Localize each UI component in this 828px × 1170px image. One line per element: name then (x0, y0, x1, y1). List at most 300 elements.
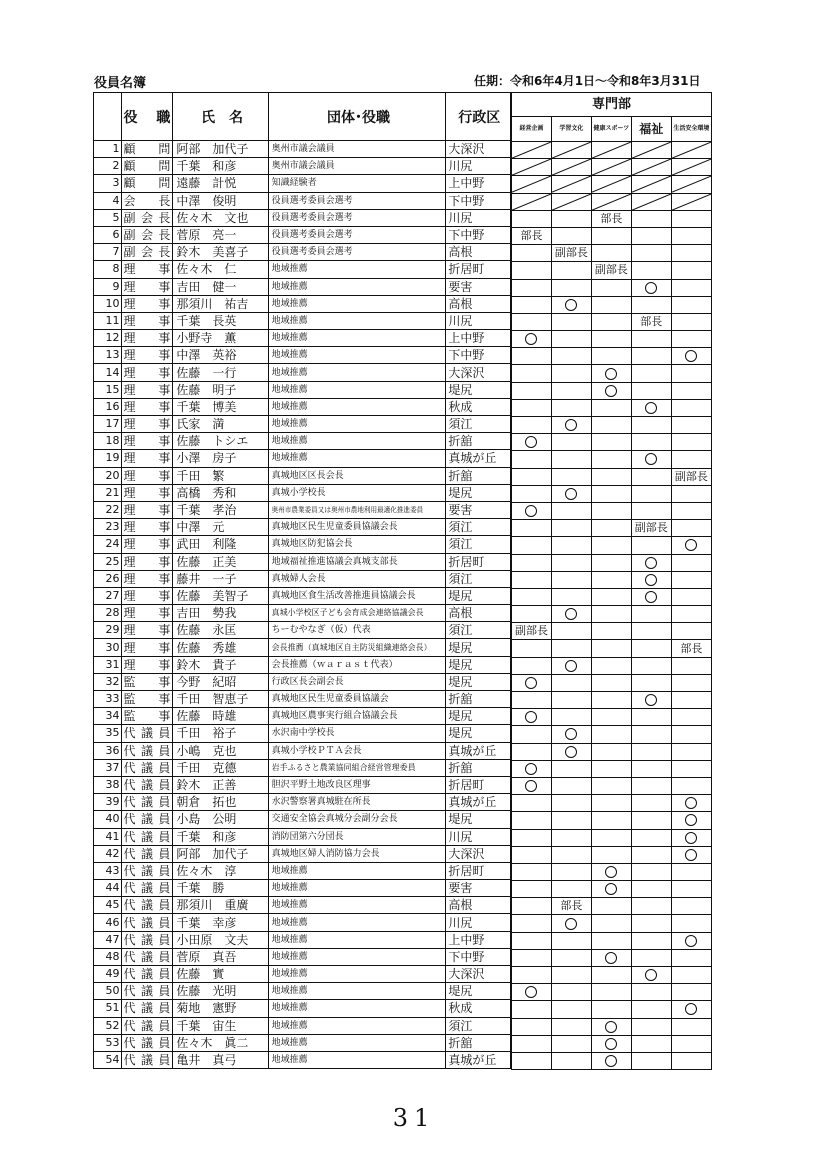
committee-cell (591, 1018, 631, 1035)
committee-cell (591, 863, 631, 880)
table-row (94, 347, 511, 364)
committee-row (512, 588, 712, 605)
row-name: 阿部 加代子 (173, 845, 268, 862)
committee-cell (591, 812, 631, 829)
committee-cell (551, 348, 591, 365)
committee-cell (631, 468, 671, 485)
table-row (94, 656, 511, 673)
committee-cell (671, 554, 711, 571)
table-row (94, 1051, 511, 1068)
row-district: 上中野 (446, 931, 511, 948)
committee-cell (512, 537, 552, 554)
committee-cell (551, 434, 591, 451)
committee-cell (512, 331, 552, 348)
committee-row (512, 743, 712, 760)
committee-cell (591, 554, 631, 571)
row-role: 理 事 (121, 364, 173, 381)
row-name: 佐々木 淳 (173, 862, 268, 879)
row-number: 27 (94, 587, 122, 604)
row-role: 理 事 (121, 330, 173, 347)
committee-cell (551, 692, 591, 709)
row-name: 那須川 祐吉 (173, 295, 268, 312)
committee-cell (631, 863, 671, 880)
committee-cell (631, 520, 671, 537)
committee-cell (671, 1052, 711, 1069)
row-organization: 役員選考委員会選考 (268, 244, 446, 261)
not-applicable-slash-icon (512, 159, 551, 175)
row-district: 折舘 (446, 759, 511, 776)
committee-cell (671, 898, 711, 915)
committee-cell (671, 588, 711, 605)
row-organization: 地域推薦 (268, 1034, 446, 1051)
committee-cell (591, 348, 631, 365)
row-number: 7 (94, 244, 122, 261)
committee-cell (591, 623, 631, 640)
table-row (94, 1000, 511, 1017)
committee-cell (512, 1018, 552, 1035)
committee-cell (512, 417, 552, 434)
table-row (94, 931, 511, 948)
committee-cell (631, 417, 671, 434)
row-number: 32 (94, 673, 122, 690)
committee-cell (671, 159, 711, 176)
committee-row (512, 520, 712, 537)
committee-row (512, 262, 712, 279)
not-applicable-slash-icon (512, 176, 551, 192)
committee-row (512, 795, 712, 812)
committee-cell (671, 623, 711, 640)
row-organization: 役員選考委員会選考 (268, 192, 446, 209)
committee-cell (512, 468, 552, 485)
committee-cell (512, 743, 552, 760)
row-role: 理 事 (121, 467, 173, 484)
member-circle-icon (525, 780, 537, 792)
committee-cell (591, 709, 631, 726)
row-district: 須江 (446, 1017, 511, 1034)
committee-cell (671, 932, 711, 949)
table-row (94, 587, 511, 604)
row-name: 佐藤 明子 (173, 381, 268, 398)
row-role: 理 事 (121, 605, 173, 622)
committee-cell (671, 846, 711, 863)
committee-cell (591, 571, 631, 588)
committee-culture: 学習文化 (551, 117, 591, 142)
committee-cell (551, 417, 591, 434)
committee-cell (671, 829, 711, 846)
committee-cell (551, 606, 591, 623)
row-district: 真城が丘 (446, 742, 511, 759)
row-name: 佐藤 光明 (173, 983, 268, 1000)
committee-row (512, 967, 712, 984)
committee-cell (551, 846, 591, 863)
committee-cell (512, 193, 552, 210)
member-circle-icon (685, 935, 697, 947)
committee-cell (631, 846, 671, 863)
row-district: 下中野 (446, 347, 511, 364)
committee-row (512, 846, 712, 863)
row-name: 佐々木 眞二 (173, 1034, 268, 1051)
row-role: 理 事 (121, 433, 173, 450)
row-number: 33 (94, 691, 122, 708)
committee-cell (671, 984, 711, 1001)
committee-cell (671, 313, 711, 330)
row-name: 千葉 博美 (173, 398, 268, 415)
committee-row (512, 417, 712, 434)
committee-cell (631, 434, 671, 451)
row-district: 真城が丘 (446, 1051, 511, 1068)
member-circle-icon (565, 299, 577, 311)
committee-cell (591, 210, 631, 227)
not-applicable-slash-icon (512, 194, 551, 210)
row-role: 副会長 (121, 226, 173, 243)
table-row (94, 708, 511, 725)
row-name: 鈴木 正善 (173, 776, 268, 793)
committee-cell (551, 485, 591, 502)
row-name: 吉田 健一 (173, 278, 268, 295)
table-row (94, 1017, 511, 1034)
member-circle-icon (565, 728, 577, 740)
committee-cell (671, 502, 711, 519)
row-district: 下中野 (446, 226, 511, 243)
committee-cell (591, 262, 631, 279)
table-row (94, 416, 511, 433)
committee-cell (591, 227, 631, 244)
not-applicable-slash-icon (632, 194, 671, 210)
committee-cell (671, 812, 711, 829)
table-row (94, 381, 511, 398)
table-row (94, 209, 511, 226)
committee-cell (512, 571, 552, 588)
row-name: 菅原 亮一 (173, 226, 268, 243)
committee-cell (631, 795, 671, 812)
member-circle-icon (685, 849, 697, 861)
committee-cell (591, 399, 631, 416)
row-name: 千田 裕子 (173, 725, 268, 742)
committee-cell (631, 829, 671, 846)
committee-cell (512, 1052, 552, 1069)
member-circle-icon (605, 1055, 617, 1067)
row-name: 中澤 元 (173, 519, 268, 536)
row-number: 17 (94, 416, 122, 433)
member-circle-icon (685, 350, 697, 362)
table-row (94, 897, 511, 914)
row-district: 上中野 (446, 330, 511, 347)
committee-cell (551, 468, 591, 485)
row-district: 堤尻 (446, 587, 511, 604)
committee-row (512, 159, 712, 176)
committee-cell (551, 365, 591, 382)
committee-cell (591, 537, 631, 554)
row-role: 代議員 (121, 1017, 173, 1034)
committee-cell (631, 279, 671, 296)
committee-cell (631, 812, 671, 829)
committee-position: 部長 (560, 899, 583, 913)
member-circle-icon (525, 333, 537, 345)
committee-cell (631, 949, 671, 966)
table-row (94, 605, 511, 622)
committee-row (512, 623, 712, 640)
row-name: 吉田 勢我 (173, 605, 268, 622)
committee-cell (671, 606, 711, 623)
committee-cell (551, 1035, 591, 1052)
committee-cell (551, 210, 591, 227)
row-number: 24 (94, 536, 122, 553)
not-applicable-slash-icon (552, 176, 591, 192)
row-number: 31 (94, 656, 122, 673)
table-row (94, 1034, 511, 1051)
committee-cell (631, 245, 671, 262)
committee-cell (631, 984, 671, 1001)
row-organization: 地域推薦 (268, 261, 446, 278)
committee-row (512, 176, 712, 193)
row-organization: 奥州市議会議員 (268, 158, 446, 175)
row-organization: 地域推薦 (268, 880, 446, 897)
committee-cell (512, 829, 552, 846)
member-circle-icon (605, 1038, 617, 1050)
document-title: 役員名簿 (94, 76, 147, 91)
row-number: 16 (94, 398, 122, 415)
committee-cell (551, 932, 591, 949)
row-number: 3 (94, 175, 122, 192)
committee-cell (551, 795, 591, 812)
row-district: 折居町 (446, 776, 511, 793)
committee-cell (512, 657, 552, 674)
committee-position: 部長 (680, 641, 703, 655)
not-applicable-slash-icon (672, 142, 711, 158)
committee-cell (512, 245, 552, 262)
row-number: 37 (94, 759, 122, 776)
committee-cell (591, 365, 631, 382)
committee-cell (551, 640, 591, 657)
member-circle-icon (685, 1003, 697, 1015)
row-district: 秋成 (446, 398, 511, 415)
row-organization: 水沢警察署真城駐在所長 (268, 794, 446, 811)
row-organization: 交通安全協会真城分会副分会長 (268, 811, 446, 828)
not-applicable-slash-icon (552, 159, 591, 175)
committee-cell (551, 245, 591, 262)
committee-cell (631, 262, 671, 279)
committee-cell (671, 743, 711, 760)
row-role: 理 事 (121, 381, 173, 398)
committee-cell (671, 726, 711, 743)
row-name: 小澤 房子 (173, 450, 268, 467)
row-number: 21 (94, 484, 122, 501)
row-number: 43 (94, 862, 122, 879)
row-organization: ちーむやなぎ（仮）代表 (268, 622, 446, 639)
committee-cell (591, 451, 631, 468)
committee-cell (671, 863, 711, 880)
committee-cell (551, 760, 591, 777)
committee-cell (591, 502, 631, 519)
committee-row (512, 245, 712, 262)
committee-cell (512, 640, 552, 657)
row-number: 20 (94, 467, 122, 484)
committee-cell (671, 296, 711, 313)
row-district: 須江 (446, 536, 511, 553)
row-name: 高橋 秀和 (173, 484, 268, 501)
row-organization: 地域推薦 (268, 966, 446, 983)
row-district: 折舘 (446, 691, 511, 708)
row-name: 小野寺 薫 (173, 330, 268, 347)
table-row (94, 622, 511, 639)
committee-cell (591, 588, 631, 605)
row-number: 25 (94, 553, 122, 570)
row-district: 堤尻 (446, 725, 511, 742)
committee-cell (671, 520, 711, 537)
row-name: 千葉 勝 (173, 880, 268, 897)
committee-cell (631, 915, 671, 932)
row-role: 代議員 (121, 948, 173, 965)
committee-cell (671, 210, 711, 227)
committee-row (512, 348, 712, 365)
committee-cell (551, 193, 591, 210)
table-row (94, 312, 511, 329)
row-organization: 消防団第六分団長 (268, 828, 446, 845)
committee-cell (631, 1018, 671, 1035)
committee-cell (512, 863, 552, 880)
committee-cell (671, 279, 711, 296)
row-role: 理 事 (121, 450, 173, 467)
committee-position: 副部長 (594, 263, 628, 277)
committee-cell (512, 365, 552, 382)
committee-row (512, 382, 712, 399)
committee-cell (512, 434, 552, 451)
committee-cell (512, 777, 552, 794)
member-circle-icon (605, 952, 617, 964)
committee-row (512, 331, 712, 348)
committee-cell (551, 176, 591, 193)
row-district: 堤尻 (446, 983, 511, 1000)
committee-cell (512, 279, 552, 296)
committee-cell (512, 348, 552, 365)
committee-cell (551, 949, 591, 966)
row-name: 佐藤 美智子 (173, 587, 268, 604)
table-row (94, 553, 511, 570)
row-district: 真城が丘 (446, 450, 511, 467)
committee-cell (551, 382, 591, 399)
committee-cell (591, 829, 631, 846)
committee-cell (512, 709, 552, 726)
row-name: 佐藤 正美 (173, 553, 268, 570)
committee-cell (671, 674, 711, 691)
committee-cell (591, 142, 631, 159)
term-of-office: 任期：令和6年4月1日～令和8年3月31日 (474, 74, 701, 88)
table-row (94, 175, 511, 192)
row-number: 2 (94, 158, 122, 175)
row-organization: 真城小学校ＰＴＡ会長 (268, 742, 446, 759)
row-number: 51 (94, 1000, 122, 1017)
header-role: 役職 (121, 93, 173, 141)
committee-position: 部長 (600, 211, 623, 225)
committee-cell (512, 795, 552, 812)
committee-cell (631, 399, 671, 416)
committee-cell (591, 313, 631, 330)
committee-cell (512, 726, 552, 743)
row-number: 45 (94, 897, 122, 914)
committee-cell (512, 674, 552, 691)
row-organization: 地域推薦 (268, 330, 446, 347)
committee-row (512, 571, 712, 588)
committee-cell (591, 159, 631, 176)
committee-cell (512, 142, 552, 159)
row-name: 千葉 長英 (173, 312, 268, 329)
member-circle-icon (645, 557, 657, 569)
not-applicable-slash-icon (672, 159, 711, 175)
row-role: 代議員 (121, 811, 173, 828)
not-applicable-slash-icon (672, 194, 711, 210)
committee-cell (512, 382, 552, 399)
not-applicable-slash-icon (672, 176, 711, 192)
committee-caption-row (512, 93, 712, 117)
committee-row (512, 984, 712, 1001)
row-role: 代議員 (121, 828, 173, 845)
committee-cell (591, 881, 631, 898)
table-row (94, 364, 511, 381)
committee-cell (591, 967, 631, 984)
row-name: 今野 紀昭 (173, 673, 268, 690)
committee-cell (551, 571, 591, 588)
table-row (94, 244, 511, 261)
row-district: 川尻 (446, 828, 511, 845)
row-district: 大深沢 (446, 845, 511, 862)
row-organization: 胆沢平野土地改良区理事 (268, 776, 446, 793)
committee-table (511, 92, 712, 1070)
row-role: 理 事 (121, 519, 173, 536)
committee-cell (631, 313, 671, 330)
row-role: 理 事 (121, 416, 173, 433)
committee-cell (631, 623, 671, 640)
row-number: 5 (94, 209, 122, 226)
row-role: 理 事 (121, 536, 173, 553)
table-row (94, 845, 511, 862)
committee-cell (551, 331, 591, 348)
committee-row (512, 1001, 712, 1018)
row-organization: 真城小学校長 (268, 484, 446, 501)
row-role: 理 事 (121, 587, 173, 604)
row-organization: 地域推薦 (268, 931, 446, 948)
row-organization: 奥州市議会議員 (268, 141, 446, 158)
row-number: 52 (94, 1017, 122, 1034)
row-role: 代議員 (121, 931, 173, 948)
committee-cell (671, 1035, 711, 1052)
committee-position: 副部長 (554, 246, 588, 260)
committee-body (512, 142, 712, 1070)
committee-row (512, 657, 712, 674)
member-circle-icon (525, 986, 537, 998)
committee-cell (671, 692, 711, 709)
committee-cell (631, 502, 671, 519)
committee-row (512, 692, 712, 709)
committee-row (512, 812, 712, 829)
committee-row (512, 726, 712, 743)
committee-cell (551, 657, 591, 674)
committee-cell (631, 743, 671, 760)
committee-cell (671, 468, 711, 485)
row-number: 41 (94, 828, 122, 845)
table-row (94, 192, 511, 209)
row-name: 佐々木 仁 (173, 261, 268, 278)
table-row (94, 691, 511, 708)
member-circle-icon (645, 574, 657, 586)
row-organization: 地域推薦 (268, 862, 446, 879)
row-role: 代議員 (121, 1000, 173, 1017)
committee-cell (591, 777, 631, 794)
row-number: 50 (94, 983, 122, 1000)
row-number: 48 (94, 948, 122, 965)
row-role: 副会長 (121, 244, 173, 261)
committee-cell (631, 606, 671, 623)
committee-row (512, 674, 712, 691)
